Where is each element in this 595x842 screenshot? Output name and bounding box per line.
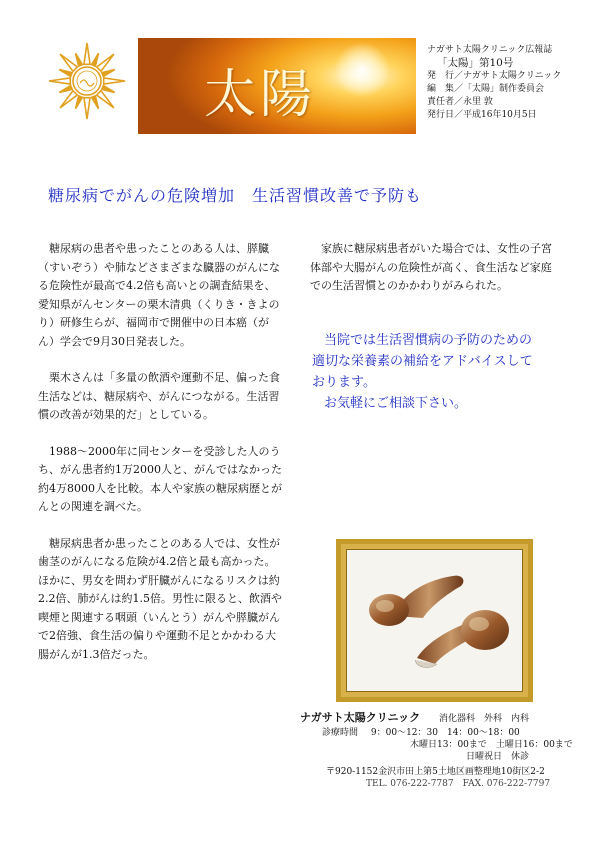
advice-line: 当院では生活習慣病の予防のための — [324, 333, 533, 348]
advice-line: おります。 — [312, 375, 376, 390]
sun-ray — [76, 96, 83, 109]
sun-ray — [84, 98, 90, 119]
article-left-column — [38, 240, 283, 682]
sun-ray — [59, 86, 72, 93]
clinic-advice — [312, 330, 562, 414]
sun-ray — [60, 54, 77, 71]
issue-number: 「太陽」第10号 — [437, 57, 514, 69]
article-right-column — [310, 240, 555, 296]
clinic-address: 〒920-1152金沢市田上第5土地区画整理地10街区2-2 — [326, 767, 545, 777]
article-headline: 糖尿病でがんの危険増加 生活習慣改善で予防も — [48, 186, 423, 205]
article-paragraph: 家族に糖尿病患者がいた場合では、女性の子宮体部や大腸がんの危険性が高く、食生活など家庭での生活習慣とのかかわりがみられた。 — [310, 242, 552, 292]
article-paragraph: 糖尿病患者か患ったことのある人では、女性が歯茎のがんになる危険が4.2倍と最も高かった。ほかに、男女を問わず肝臓がんになるリスクは約2.2倍、肺がんは約1.5倍。男性に限ると、飲酒や喫煙と関連する咽頭（いんとう）がんや膵臓がんで2倍強、食生活の偏りや運動不足とかかわる大腸がんが1.3倍だった。 — [38, 536, 282, 661]
mushroom-photo-frame — [336, 539, 533, 702]
hours-weekday: 9：00～12：30 14：00～18：00 — [370, 728, 520, 738]
clinic-info — [300, 712, 590, 790]
sun-logo — [46, 40, 128, 122]
sun-glow — [334, 42, 390, 98]
article-paragraph: 栗木さんは「多量の飲酒や運動不足、偏った食生活などは、糖尿病や、がんにつながる。生活習慣の改善が効果的だ」としている。 — [38, 371, 280, 421]
sun-ray — [84, 43, 90, 64]
publisher: 発 行／ナガサト太陽クリニック — [427, 71, 562, 81]
sun-ray — [92, 53, 99, 66]
title-banner — [138, 38, 416, 134]
sun-ray — [92, 96, 99, 109]
advice-line: お気軽にご相談下さい。 — [324, 396, 468, 411]
editor: 編 集／「太陽」制作委員会 — [427, 84, 545, 94]
clinic-name: ナガサト太陽クリニック — [300, 711, 421, 724]
clinic-departments: 消化器科 外科 内科 — [439, 714, 530, 724]
responsible-person: 責任者／永里 敦 — [427, 97, 493, 107]
advice-line: 適切な栄養素の補給をアドバイスして — [312, 354, 533, 369]
sun-ray — [76, 53, 83, 66]
sun-ray — [102, 86, 115, 93]
clinic-phone: TEL. 076-222-7787 FAX. 076-222-7797 — [366, 779, 551, 789]
publish-date: 発行日／平成16年10月5日 — [427, 110, 537, 120]
sun-ray — [49, 78, 70, 84]
sun-ray — [104, 78, 125, 84]
sun-ray — [60, 91, 77, 108]
hours-thu-sat: 木曜日13：00まで 土曜日16：00まで — [410, 740, 573, 750]
article-paragraph: 糖尿病の患者や患ったことのある人は、膵臓（すいぞう）や肺などさまざまな臓器のがんになる危険性が最高で4.2倍も高いとの調査結果を、愛知県がんセンターの栗木清典（くりき・きよのり）研修生らが、福岡市で開催中の日本癌（がん）学会で9月30日発表した。 — [38, 242, 280, 348]
masthead-info — [427, 44, 587, 122]
article-paragraph: 1988～2000年に同センターを受診した人のうち、がん患者約1万2000人と、がんではなかった約4万8000人を比較。本人や家族の糖尿病歴とがんとの関連を調べた。 — [38, 444, 282, 513]
hours-label: 診療時間 — [322, 728, 359, 738]
sun-ray — [97, 54, 114, 71]
sun-ray — [97, 91, 114, 108]
publication-name: ナガサト太陽クリニック広報誌 — [427, 45, 553, 55]
hours-holiday: 日曜祝日 休診 — [466, 752, 530, 762]
banner-title: 太陽 — [204, 65, 317, 125]
sun-ray — [102, 70, 115, 77]
sun-ray — [59, 70, 72, 77]
mushroom-illustration — [347, 550, 522, 691]
